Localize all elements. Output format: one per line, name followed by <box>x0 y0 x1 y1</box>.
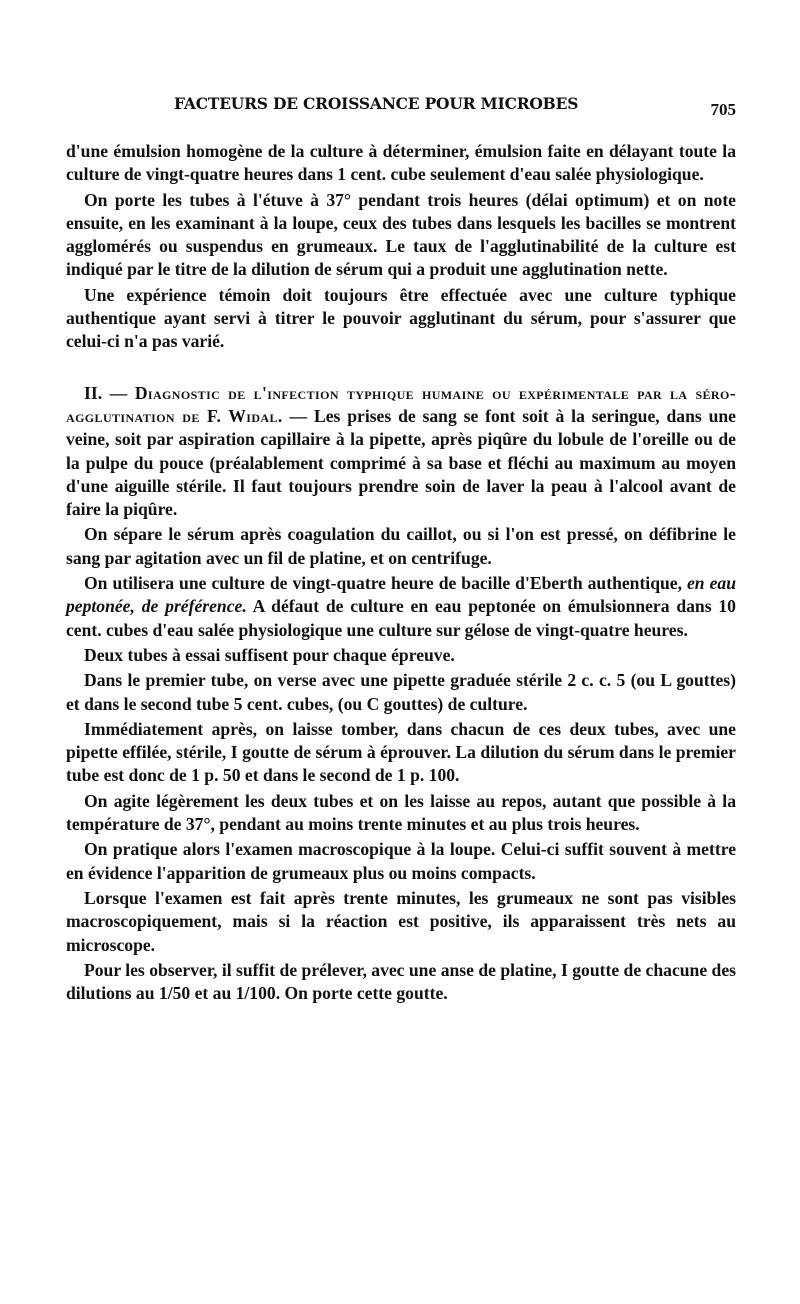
paragraph-macroscopic: On pratique alors l'examen macroscopique à la loupe. Celui-ci suffit souvent à mettre en évidence l'apparition de grumeaux plus ou moins compacts. <box>66 839 736 883</box>
paragraph-dilution: Immédiatement après, on laisse tomber, dans chacun de ces deux tubes, avec une pipette effilée, stérile, I goutte de sérum à éprouver. La dilution du sérum dans le premier tube est donc de 1 p. 50 et dans le second de 1 p. 100. <box>66 718 736 786</box>
page-number: 705 <box>710 100 736 119</box>
section-dash: — <box>289 405 308 426</box>
paragraph-observe: Pour les observer, il suffit de prélever, avec une anse de platine, I goutte de chacune des dilutions au 1/50 et au 1/100. On porte cette goutte. <box>66 959 736 1004</box>
paragraph-first-tube: Dans le premier tube, on verse avec une pipette graduée stérile 2 c. c. 5 (ou L gouttes) et dans le second tube 5 cent. cubes, (ou C gouttes) de culture. <box>66 670 736 714</box>
paragraph-serum: On sépare le sérum après coagulation du caillot, ou si l'on est pressé, on défibrine le sang par agitation avec un fil de platine, et on centrifuge. <box>66 524 736 568</box>
paragraph-incubation: On porte les tubes à l'étuve à 37° pendant trois heures (délai optimum) et on note ensuite, en les examinant à la loupe, ceux des tubes dans lesquels les bacilles se montrent agglomérés ou suspendus en grumeaux. Le taux de l'agglutinabilité de la culture est indiqué par le titre de la dilution de sérum qui a produit une agglutination nette. <box>66 189 736 280</box>
running-title: FACTEURS DE CROISSANCE POUR MICROBES <box>174 94 579 113</box>
paragraph-agitation: On agite légèrement les deux tubes et on les laisse au repos, autant que possible à la température de 37°, pendant au moins trente minutes et au plus trois heures. <box>66 790 736 835</box>
culture-italic: en eau peptonée, de préférence. <box>66 573 736 617</box>
culture-text-a: On utilisera une culture de vingt-quatre heure de bacille d'Eberth authentique, <box>84 573 682 594</box>
paragraph-tubes: Deux tubes à essai suffisent pour chaque épreuve. <box>84 644 455 665</box>
culture-text-b: A défaut de culture en eau peptonée on émulsionnera dans 10 cent. cubes d'eau salée physiologique une culture sur gélose de vingt-quatre heures. <box>66 596 736 640</box>
section-number: II. — <box>84 382 128 403</box>
section-heading: Diagnostic de l'infection typhique humaine ou expérimentale par la séro-agglutination de F. Widal. <box>66 382 736 426</box>
paragraph-control: Une expérience témoin doit toujours être effectuée avec une culture typhique authentique ayant servi à titrer le pouvoir agglutinant du sérum, pour s'assurer que celui-ci n'a pas varié. <box>66 284 736 352</box>
paragraph-continuation: d'une émulsion homogène de la culture à déterminer, émulsion faite en délayant toute la culture de vingt-quatre heures dans 1 cent. cube seulement d'eau salée physiologique. <box>66 141 736 185</box>
section-lead-text: Les prises de sang se font soit à la seringue, dans une veine, soit par aspiration capillaire à la pipette, après piqûre du lobule de l'oreille ou de la pulpe du pouce (préalablement comprimé à sa base et fléchi au maximum au moyen d'une aiguille stérile. Il faut toujours prendre soin de laver la peau à l'alcool avant de faire la piqûre. <box>66 405 736 520</box>
paragraph-culture <box>66 572 736 642</box>
section-ii-paragraph <box>66 382 736 522</box>
body-text <box>66 140 736 1005</box>
paragraph-microscope: Lorsque l'examen est fait après trente minutes, les grumeaux ne sont pas visibles macroscopiquement, mais si la réaction est positive, ils apparaissent très nets au microscope. <box>66 887 736 955</box>
running-head <box>66 94 736 124</box>
